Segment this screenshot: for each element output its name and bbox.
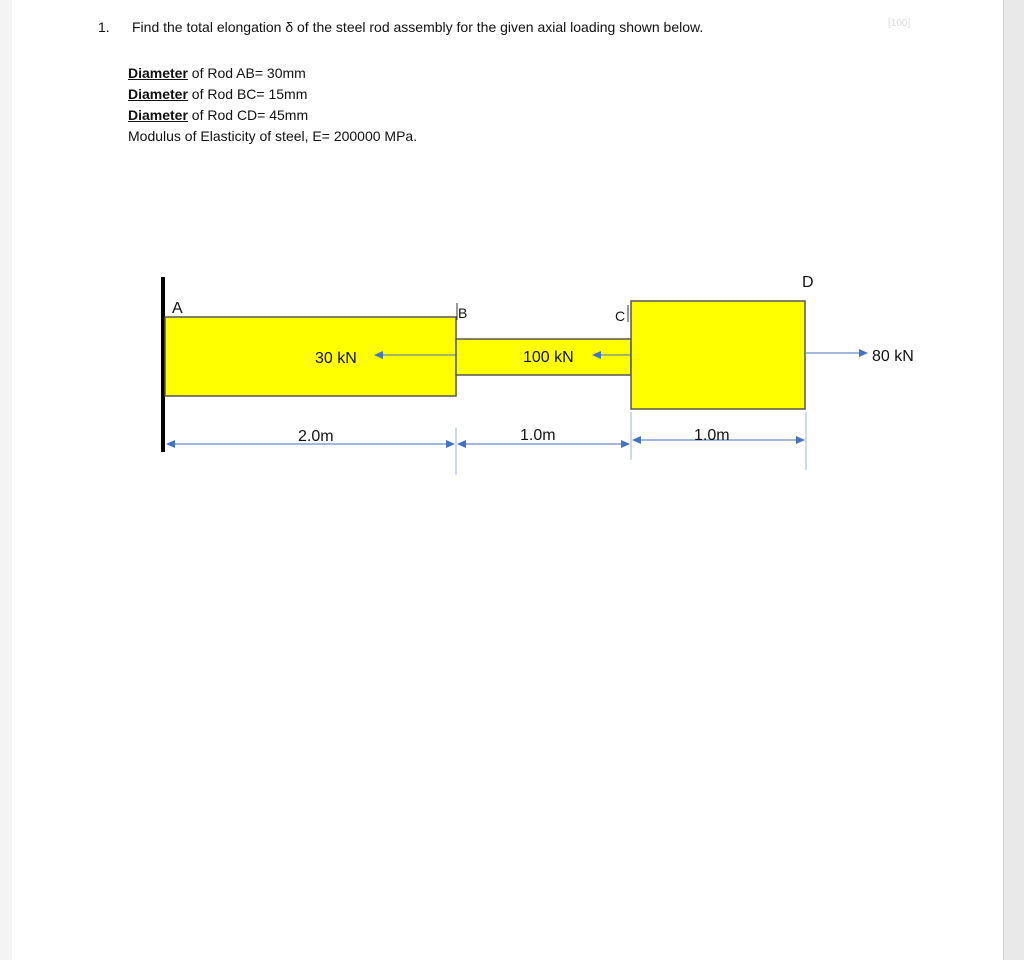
length-label-bc: 1.0m bbox=[520, 427, 556, 444]
arrow-left-icon bbox=[632, 436, 641, 444]
load-label-d: 80 kN bbox=[872, 348, 914, 365]
rod-segment-ab bbox=[165, 317, 456, 396]
arrow-right-icon bbox=[796, 436, 805, 444]
given-value: of Rod AB= 30mm bbox=[187, 65, 306, 81]
given-label: Diameter bbox=[128, 107, 188, 123]
arrow-right-icon bbox=[621, 440, 630, 448]
point-label-b: B bbox=[458, 305, 468, 321]
given-label: Diameter bbox=[128, 86, 188, 102]
arrow-right-icon bbox=[446, 440, 455, 448]
point-label-c: C bbox=[615, 308, 626, 324]
given-label: Diameter bbox=[128, 65, 188, 81]
arrow-right-icon bbox=[859, 349, 868, 357]
score-stamp: [100] bbox=[888, 18, 911, 29]
given-value: of Rod CD= 45mm bbox=[187, 107, 309, 123]
load-label-ab: 30 kN bbox=[315, 350, 357, 367]
question-number: 1. bbox=[98, 19, 110, 35]
rod-segment-cd bbox=[631, 301, 805, 409]
load-label-bc: 100 kN bbox=[523, 349, 574, 366]
point-label-d: D bbox=[802, 274, 814, 291]
point-label-a: A bbox=[172, 300, 183, 317]
arrow-left-icon bbox=[457, 440, 466, 448]
length-label-ab: 2.0m bbox=[298, 428, 334, 445]
question-text: Find the total elongation δ of the steel rod assembly for the given axial loading shown below. bbox=[132, 19, 704, 35]
length-label-cd: 1.0m bbox=[694, 427, 730, 444]
arrow-left-icon bbox=[166, 440, 175, 448]
given-value: of Rod BC= 15mm bbox=[187, 86, 308, 102]
given-modulus: Modulus of Elasticity of steel, E= 200000 MPa. bbox=[128, 128, 418, 144]
